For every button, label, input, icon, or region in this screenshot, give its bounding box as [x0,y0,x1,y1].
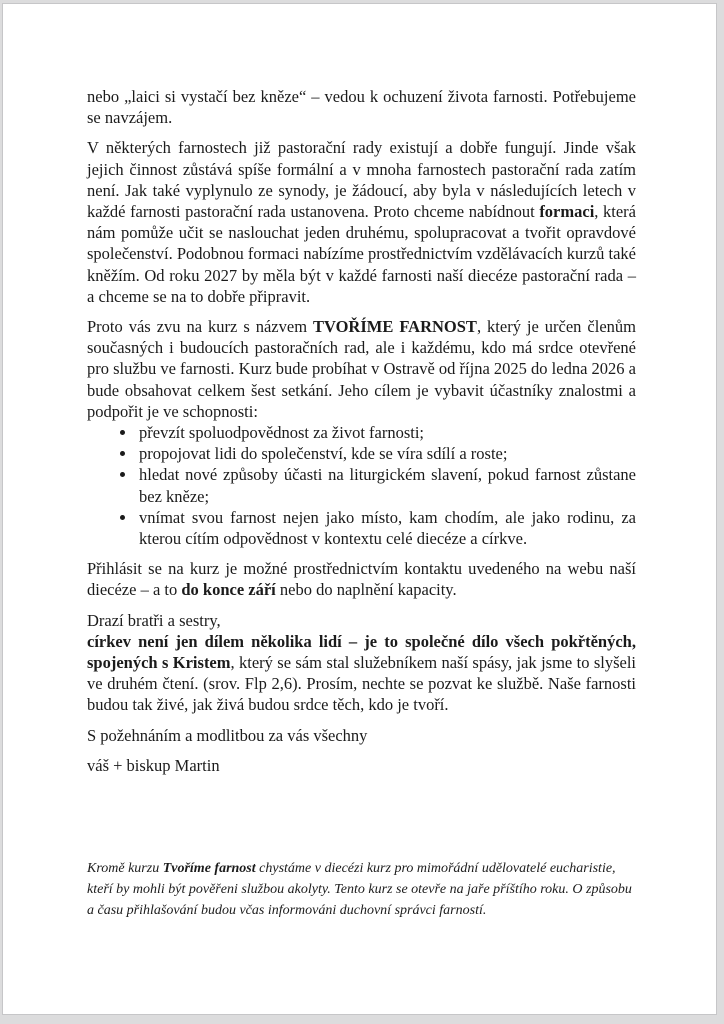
letter-body [3,4,716,921]
paragraph-pastoral-councils [87,137,636,307]
list-item-goal-2: • propojovat lidi do společenství, kde se víra sdílí a roste; [137,443,636,464]
text-run: , který je určen členům současných i budoucích pastoračních rad, ale i každému, kdo má srdce otevřené pro službu ve farnosti. Kurz bude probíhat v Ostravě od října 2025 do ledna 2026 a bude obsahovat celkem šest setkání. Jeho cílem je vybavit účastníky znalostmi a podpořit je ve schopnosti: [87,317,636,421]
text-run: V některých farnostech již pastorační rady existují a dobře fungují. Jinde však jejich činnost zůstává spíše formální a v mnoha farnostech pastorační rada zatím není. Jak také vyplynulo ze synody, je žádoucí, aby byla v následujících letech v každé farnosti pastorační rada ustanovena. Proto chceme nabídnout [87,138,636,222]
text-run: , která nám pomůže učit se naslouchat jeden druhému, spolupracovat a tvořit opravdové společenství. Podobnou formaci nabízíme prostřednictvím vzdělávacích kurzů také kněžím. Od roku 2027 by měla být v každé farnosti naší diecéze pastorační rada – a chceme se na to dobře připravit. [87,202,636,306]
text-run: Kromě kurzu [87,861,163,877]
list-item-goal-1: • převzít spoluodpovědnost za život farnosti; [137,422,636,443]
bold-run-deadline: do konce září [181,580,276,600]
course-goals-list [87,422,636,549]
bold-run-course-name: TVOŘÍME FARNOST [313,317,477,337]
signature-line: váš + biskup Martin [87,755,220,775]
text-run: Proto vás zvu na kurz s názvem [87,317,313,337]
paragraph-registration [87,558,636,600]
salutation: Drazí bratři a sestry, [87,610,221,630]
paragraph-closing-appeal [87,610,636,716]
text-run: nebo do naplnění kapacity. [275,580,457,600]
document-page [2,3,717,1015]
list-item-goal-3: • hledat nové způsoby účasti na liturgickém slavení, pokud farnost zůstane bez kněze; [137,464,636,506]
bold-run-formaci: formaci [539,202,595,222]
paragraph-intro-continuation: nebo „laici si vystačí bez kněze“ – vedou k ochuzení života farnosti. Potřebujeme se navzájem. [87,87,636,128]
bold-italic-run-course-name: Tvoříme farnost [162,861,256,877]
footnote [87,858,636,921]
text-run: Přihlásit se na kurz je možné prostřednictvím kontaktu uvedeného na webu naší diecéze – a to [87,559,636,600]
list-item-goal-4: • vnímat svou farnost nejen jako místo, kam chodím, ale jako rodinu, za kterou cítím odpovědnost v kontextu celé diecéze a církve. [137,507,636,549]
paragraph-course-invitation [87,316,636,422]
text-run: , který se sám stal služebníkem naší spásy, jak jsme to slyšeli ve druhém čtení. (srov. Flp 2,6). Prosím, nechte se pozvat ke službě. Naše farnosti budou tak živé, jak živá budou srdce těch, kdo je tvoří. [87,653,636,715]
blessing-line: S požehnáním a modlitbou za vás všechny [87,725,368,745]
bold-run-church-statement: církev není jen dílem několika lidí – je to společné dílo všech pokřtěných, spojených s Kristem [87,631,636,673]
text-run: chystáme v diecézi kurz pro mimořádní udělovatelé eucharistie, kteří by mohli být pověřeni službou akolyty. Tento kurz se otevře na jaře příštího roku. O způsobu a času přihlašování budou včas informováni duchovní správci farností. [87,861,632,919]
